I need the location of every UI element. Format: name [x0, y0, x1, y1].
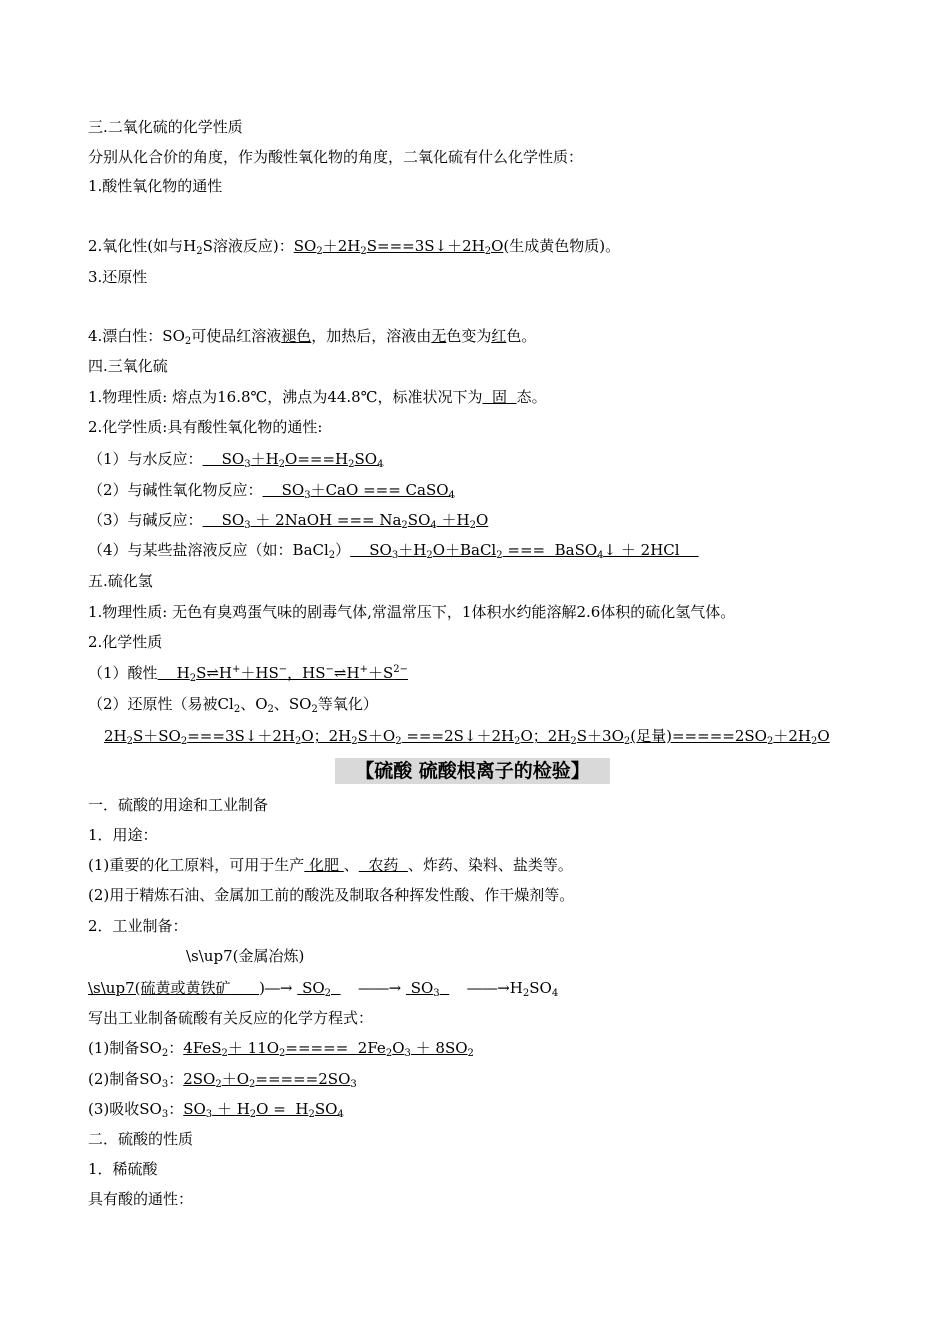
item-acidic-oxide: 1.酸性氧化物的通性 [88, 177, 223, 195]
section-title-so3: 四.三氧化硫 [88, 357, 168, 375]
equation-make-so3: (2)制备$SO_3$：$2SO_2+O_2=====2SO_3$ [88, 1070, 357, 1090]
so3-reaction-base: （3）与碱反应： $SO_3$ ＋ 2NaOH === $Na_2SO_4 +H_2O$ [88, 511, 489, 531]
uses-heading: 1．用途： [88, 826, 158, 844]
equation-so2-h2s: $SO_2+2H_2S===3S↓+2H_2O$ [293, 237, 504, 257]
item-bleaching: 4.漂白性：$SO_2$可使品红溶液褪色，加热后，溶液由无色变为红色。 [88, 327, 537, 347]
section-title-uses: 一．硫酸的用途和工业制备 [88, 796, 269, 814]
item-oxidizing: 2.氧化性(如与$H_2S$溶液反应)：$SO_2+2H_2S===3S↓+2H_2O$(生成黄色物质)。 [88, 237, 621, 257]
so3-physical: 1.物理性质: 熔点为16.8℃，沸点为44.8℃，标准状况下为 固 态。 [88, 388, 547, 406]
section-title-h2s: 五.硫化氢 [88, 572, 153, 590]
section-banner: 【硫酸 硫酸根离子的检验】 [335, 758, 610, 784]
acid-general-properties: 具有酸的通性： [88, 1190, 194, 1208]
use-item-2: (2)用于精炼石油、金属加工前的酸洗及制取各种挥发性酸、作干燥剂等。 [88, 886, 575, 904]
section-title-properties: 二．硫酸的性质 [88, 1130, 194, 1148]
h2s-reducing: （2）还原性（易被$Cl_2$、$O_2$、$SO_2$等氧化） [88, 695, 378, 715]
item-reducing: 3.还原性 [88, 268, 148, 286]
so3-reaction-water: （1）与水反应： $SO_3+H_2O===H_2SO_4$ [88, 450, 384, 470]
so3-chemical: 2.化学性质:具有酸性氧化物的通性: [88, 418, 323, 436]
equations-heading: 写出工业制备硫酸有关反应的化学方程式： [88, 1009, 374, 1027]
so3-reaction-basic-oxide: （2）与碱性氧化物反应： $SO_3+CaO$ === CaSO$_4$ [88, 481, 455, 501]
industrial-heading: 2．工业制备： [88, 917, 188, 935]
flow-top-label: \s\up7(金属冶炼) [186, 947, 305, 965]
equation-absorb-so3: (3)吸收$SO_3$：$SO_3 + H_2O = H_2SO_4$ [88, 1100, 344, 1120]
h2s-chemical: 2.化学性质 [88, 633, 163, 651]
so3-reaction-salt: （4）与某些盐溶液反应（如：BaCl$_2$） $SO_3+H_2O+BaCl_2$ === BaSO$_4$↓ ＋ 2HCl [88, 541, 699, 561]
h2s-physical: 1.物理性质: 无色有臭鸡蛋气味的剧毒气体,常温常压下，1体积水约能溶解2.6体积的硫化氢气体。 [88, 603, 736, 621]
h2s-acidity: （1）酸性 $H_2S\rightleftharpoons H^++HS^-$，$HS^-\rightleftharpoons H^++S^{2-}$ [88, 664, 408, 684]
h2s-reducing-equations: $2H_2S+SO_2===3S↓+2H_2O$；$2H_2S+O_2$ $===2S↓+2H_2O$；$2H_2S+3O_2$(足量)$=====2SO_2+2H_2O$ [104, 727, 830, 747]
section-title-so2: 三.二氧化硫的化学性质 [88, 118, 243, 136]
intro-text: 分别从化合价的角度，作为酸性氧化物的角度，二氧化硫有什么化学性质： [88, 148, 584, 166]
equation-make-so2: (1)制备$SO_2$：$4FeS_2+ 11O_2===== 2Fe_2O_3 + 8SO_2$ [88, 1039, 474, 1059]
dilute-acid-heading: 1．稀硫酸 [88, 1160, 158, 1178]
process-flow: \s\up7(硫黄或黄铁矿 )―→ $SO_2$ ――→ $SO_3$ $――\to H_2SO_4$ [88, 979, 559, 999]
use-item-1: (1)重要的化工原料，可用于生产 化肥 、 农药 、炸药、染料、盐类等。 [88, 856, 573, 874]
